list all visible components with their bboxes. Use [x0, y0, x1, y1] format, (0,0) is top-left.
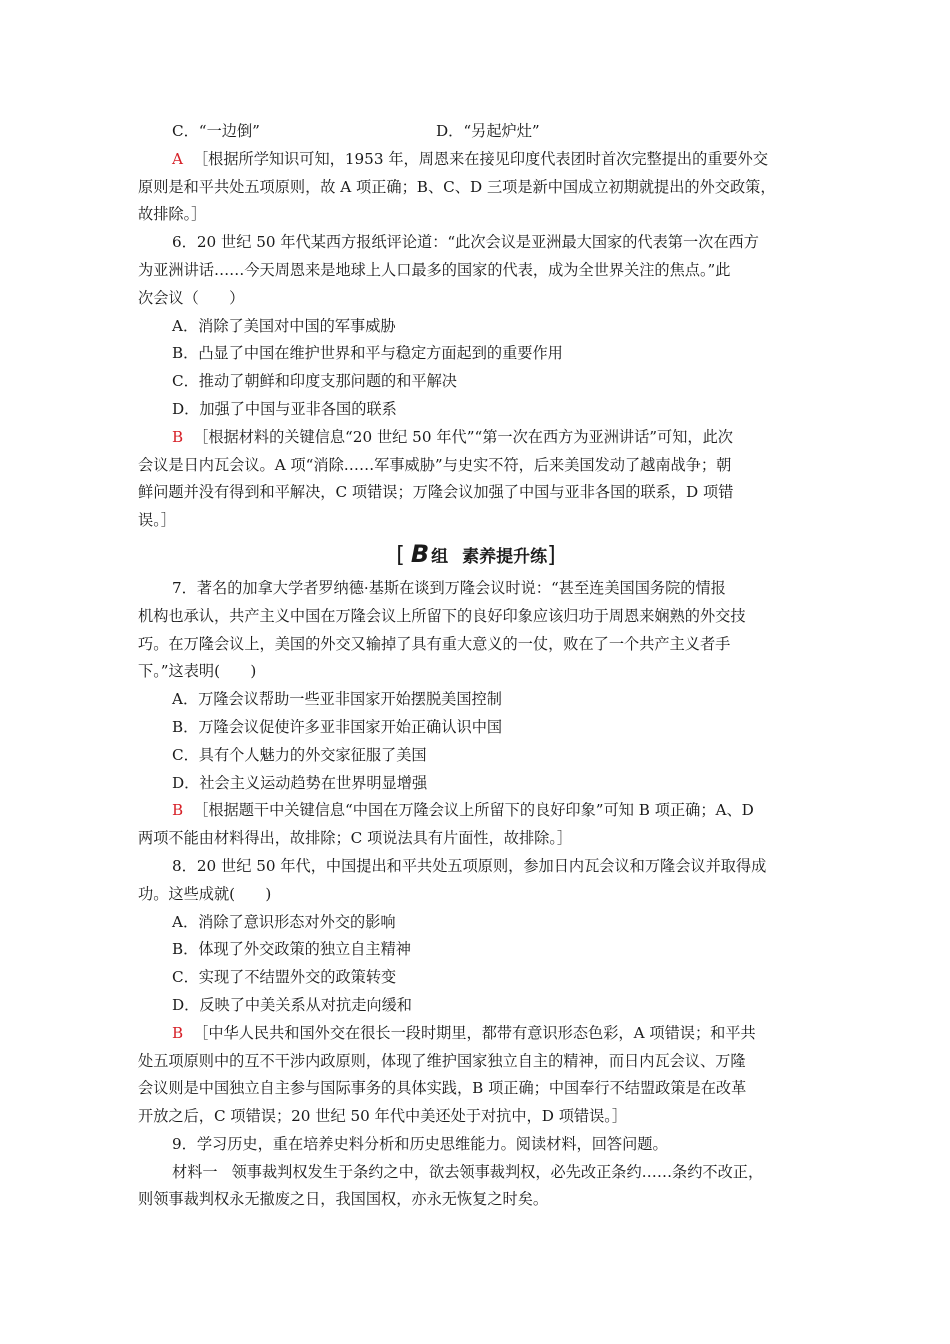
- q5-answer: A: [172, 149, 183, 168]
- q7-stem-line: 机构也承认，共产主义中国在万隆会议上所留下的良好印象应该归功于周恩来娴熟的外交技: [138, 606, 746, 625]
- q7-option-d: D．社会主义运动趋势在世界明显增强: [172, 773, 428, 792]
- section-heading: [138, 537, 814, 571]
- q5-options: [138, 118, 814, 146]
- q5-explanation-line: A ［根据所学知识可知，1953 年，周恩来在接见印度代表团时首次完整提出的重要外交: [172, 149, 769, 168]
- q7-explanation-line: B ［根据题干中关键信息“中国在万隆会议上所留下的良好印象”可知 B 项正确；A、D: [172, 801, 754, 820]
- q7-answer: B: [172, 801, 184, 820]
- q8-option-b: B．体现了外交政策的独立自主精神: [172, 940, 411, 959]
- q8-explanation-line: 会议则是中国独立自主参与国际事务的具体实践，B 项正确；中国奉行不结盟政策是在改革: [138, 1079, 747, 1098]
- q7-explanation-line: 两项不能由材料得出，故排除；C 项说法具有片面性，故排除。］: [138, 829, 573, 848]
- q7-option-c: C．具有个人魅力的外交家征服了美国: [172, 745, 427, 764]
- q7-stem-line: 巧。在万隆会议上，美国的外交又输掉了具有重大意义的一仗，败在了一个共产主义者手: [138, 634, 731, 653]
- q5-option-c: C．“一边倒”: [172, 122, 260, 140]
- q6-explanation-line: B ［根据材料的关键信息“20 世纪 50 年代”“第一次在西方为亚洲讲话”可知，此次: [172, 427, 733, 446]
- q8-explanation-line: B ［中华人民共和国外交在很长一段时期里，都带有意识形态色彩，A 项错误；和平共: [172, 1023, 756, 1042]
- q9-material-line: 材料一 领事裁判权发生于条约之中，欲去领事裁判权，必先改正条约……条约不改正，: [172, 1162, 764, 1181]
- q8-explanation-line: 处五项原则中的互不干涉内政原则，体现了维护国家独立自主的精神，而日内瓦会议、万隆: [138, 1051, 746, 1070]
- section-bracket-close: ]: [547, 542, 556, 568]
- q6-option-d: D．加强了中国与亚非各国的联系: [172, 399, 397, 418]
- document-content: [138, 118, 814, 1214]
- q6-stem-line: 6．20 世纪 50 年代某西方报纸评论道：“此次会议是亚洲最大国家的代表第一次在西方: [172, 233, 759, 252]
- q9-material-label: 材料一: [172, 1162, 218, 1181]
- q8-stem-line: 8．20 世纪 50 年代，中国提出和平共处五项原则，参加日内瓦会议和万隆会议并取得成: [172, 856, 767, 875]
- q7-option-a: A．万隆会议帮助一些亚非国家开始摆脱美国控制: [172, 690, 502, 709]
- q6-option-b: B．凸显了中国在维护世界和平与稳定方面起到的重要作用: [172, 344, 563, 363]
- q8-stem-line: 功。这些成就( ): [138, 884, 272, 903]
- q6-option-c: C．推动了朝鲜和印度支那问题的和平解决: [172, 372, 457, 391]
- q8-option-d: D．反映了中美关系从对抗走向缓和: [172, 995, 412, 1014]
- q5-explanation-line: 故排除。］: [138, 205, 207, 224]
- q8-explanation-line: 开放之后，C 项错误；20 世纪 50 年代中美还处于对抗中，D 项错误。］: [138, 1107, 628, 1126]
- q7-option-b: B．万隆会议促使许多亚非国家开始正确认识中国: [172, 717, 503, 736]
- section-bracket-open: [: [396, 542, 405, 568]
- q8-answer: B: [172, 1023, 184, 1042]
- q6-option-a: A．消除了美国对中国的军事威胁: [172, 316, 396, 335]
- q5-explanation-line: 原则是和平共处五项原则，故 A 项正确；B、C、D 三项是新中国成立初期就提出的外交政策，: [138, 177, 776, 196]
- q6-explanation-line: 误。］: [138, 511, 176, 530]
- q9-stem: 9．学习历史，重在培养史料分析和历史思维能力。阅读材料，回答问题。: [172, 1134, 668, 1153]
- section-letter: B: [410, 539, 430, 568]
- q7-stem-line: 下。”这表明( ): [138, 662, 257, 681]
- q6-stem-line: 次会议（ ）: [138, 288, 245, 307]
- q6-stem-line: 为亚洲讲话……今天周恩来是地球上人口最多的国家的代表，成为全世界关注的焦点。”此: [138, 260, 731, 279]
- q8-option-a: A．消除了意识形态对外交的影响: [172, 912, 396, 931]
- q9-material-line: 则领事裁判权永无撤废之日，我国国权，亦永无恢复之时矣。: [138, 1190, 549, 1209]
- section-name: 素养提升练: [462, 546, 548, 567]
- q5-option-d: D．“另起炉灶”: [436, 122, 540, 140]
- q6-answer: B: [172, 427, 184, 446]
- q7-stem-line: 7．著名的加拿大学者罗纳德·基斯在谈到万隆会议时说：“甚至连美国国务院的情报: [172, 578, 726, 597]
- section-group: 组: [431, 546, 449, 567]
- q6-explanation-line: 会议是日内瓦会议。A 项“消除……军事威胁”与史实不符，后来美国发动了越南战争；朝: [138, 455, 732, 474]
- q6-explanation-line: 鲜问题并没有得到和平解决，C 项错误；万隆会议加强了中国与亚非各国的联系，D 项错: [138, 483, 734, 502]
- q8-option-c: C．实现了不结盟外交的政策转变: [172, 968, 397, 987]
